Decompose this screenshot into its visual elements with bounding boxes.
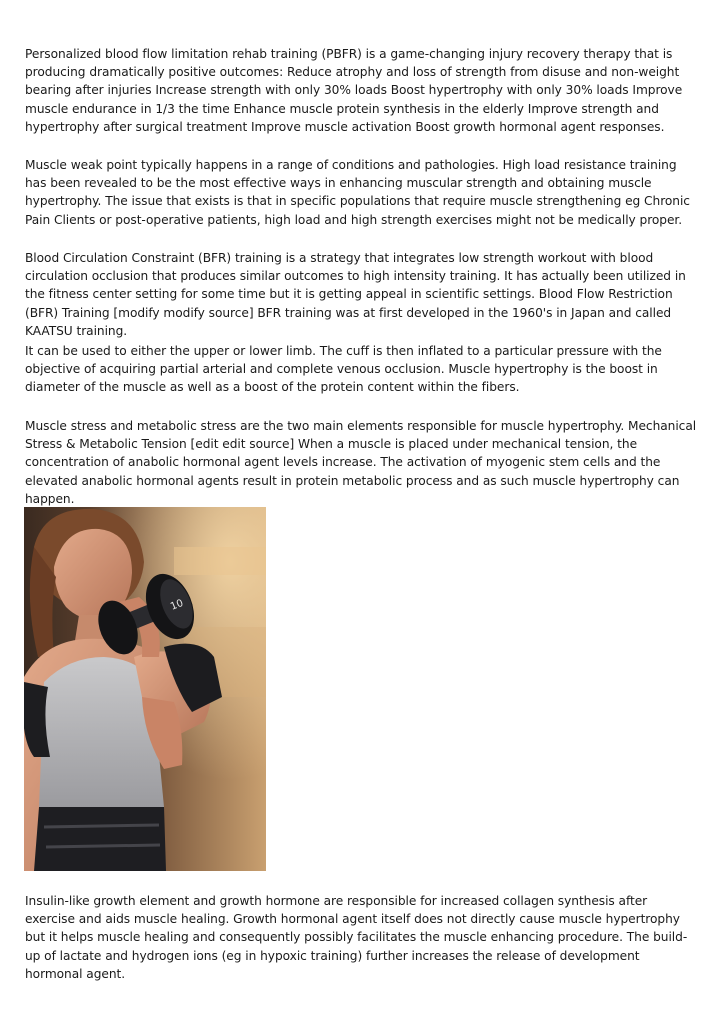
paragraph-bfr-training: Blood Circulation Constraint (BFR) training is a strategy that integrates low strength workout with blood circulation occlusion that produces similar outcomes to high intensity training. It has actually been utilized in the fitness center setting for some time but it is getting appeal in scientific settings. Blood Flow Restriction (BFR) Training [modify modify source] BFR training was at first developed in the 1960's in Japan and called KAATSU training. xyxy=(25,251,686,338)
photo-woman-dumbbell-curl xyxy=(24,507,266,871)
paragraph-muscle-weakness: Muscle weak point typically happens in a range of conditions and pathologies. High load resistance training has been revealed to be the most effective ways in enhancing muscular strength and obtaining muscle hypertrophy. The issue that exists is that in specific populations that require muscle strengthening eg Chronic Pain Clients or post-operative patients, high load and high strength exercises might not be medically proper. xyxy=(25,158,690,227)
paragraph-cuff-usage: It can be used to either the upper or lower limb. The cuff is then inflated to a particular pressure with the objective of acquiring partial arterial and complete venous occlusion. Muscle hypertrophy is the boost in diameter of the muscle as well as a boost of the protein content within the fibers. xyxy=(25,344,662,395)
paragraph-growth-hormone: Insulin-like growth element and growth hormone are responsible for increased collagen synthesis after exercise and aids muscle healing. Growth hormonal agent itself does not directly cause muscle hypertrophy but it helps muscle healing and consequently possibly facilitates the muscle enhancing procedure. The build-up of lactate and hydrogen ions (eg in hypoxic training) further increases the release of development hormonal agent. xyxy=(25,894,688,981)
paragraph-pbfr-intro: Personalized blood flow limitation rehab training (PBFR) is a game-changing injury recovery therapy that is producing dramatically positive outcomes: Reduce atrophy and loss of strength from disuse and non-weight bearing after injuries Increase strength with only 30% loads Boost hypertrophy with only 30% loads Improve muscle endurance in 1/3 the time Enhance muscle protein synthesis in the elderly Improve strength and hypertrophy after surgical treatment Improve muscle activation Boost growth hormonal agent responses. xyxy=(25,47,683,134)
dumbbell-weight-label: 10 xyxy=(169,597,185,613)
paragraph-muscle-stress: Muscle stress and metabolic stress are the two main elements responsible for muscle hypertrophy. Mechanical Stress & Metabolic Tension [edit edit source] When a muscle is placed under mechanical tension, the concentration of anabolic hormonal agent levels increase. The activation of myogenic stem cells and the elevated anabolic hormonal agents result in protein metabolic process and as such muscle hypertrophy can happen. xyxy=(25,419,697,506)
